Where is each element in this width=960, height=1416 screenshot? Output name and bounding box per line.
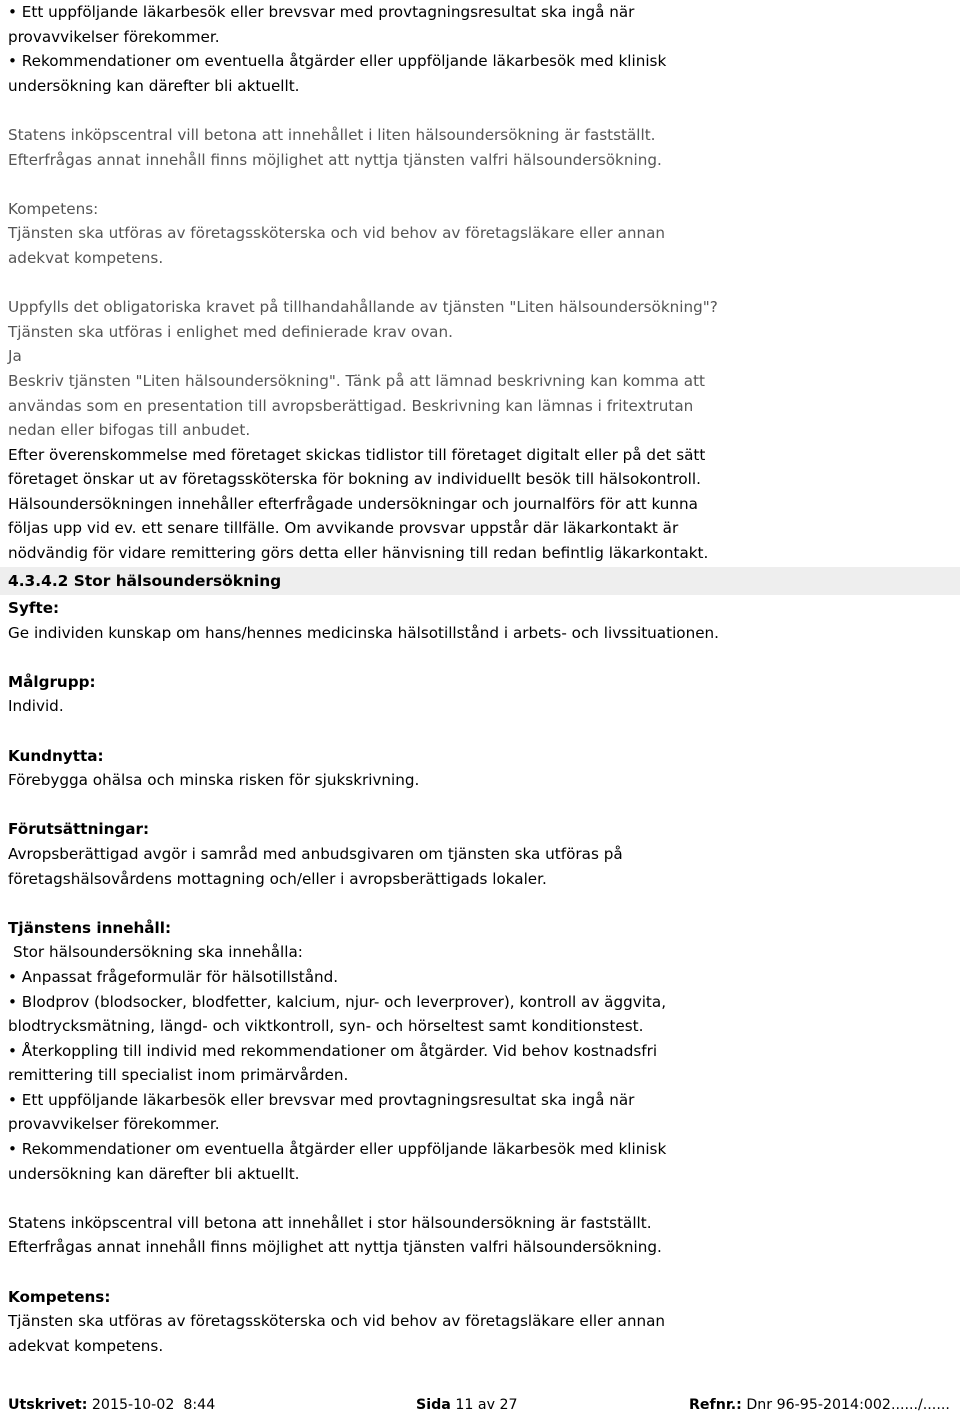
text-line: Ja: [8, 347, 22, 366]
blank-line: [8, 891, 953, 916]
subheading: Förutsättningar:: [8, 820, 150, 839]
footer-ref-value: Dnr 96-95-2014:002....../......: [746, 1397, 950, 1413]
upper-text-block: [8, 0, 953, 566]
footer-printed-label: Utskrivet:: [8, 1397, 88, 1413]
blank-line: [8, 1260, 953, 1285]
bullet-item: • Ett uppföljande läkarbesök eller brevsvar med provtagningsresultat ska ingå när: [8, 0, 953, 25]
bullet-item: • Återkoppling till individ med rekommendationer om åtgärder. Vid behov kostnadsfri: [8, 1039, 953, 1064]
subheading: Kundnytta:: [8, 746, 104, 765]
text-line: remittering till specialist inom primärvården.: [8, 1066, 349, 1085]
footer-page-value: 11 av 27: [455, 1397, 518, 1413]
blank-line: [8, 1186, 953, 1211]
subheading: Kompetens:: [8, 1287, 111, 1306]
text-line: Individ.: [8, 697, 64, 716]
bullet-item: • Rekommendationer om eventuella åtgärder eller uppföljande läkarbesök med klinisk: [8, 1137, 953, 1162]
text-line: Beskriv tjänsten "Liten hälsoundersökning". Tänk på att lämnad beskrivning kan komma att: [8, 371, 705, 390]
blank-line: [8, 793, 953, 818]
text-line: användas som en presentation till avropsberättigad. Beskrivning kan lämnas i fritextrutan: [8, 396, 694, 415]
bullet-item: • Rekommendationer om eventuella åtgärder eller uppföljande läkarbesök med klinisk: [8, 49, 953, 74]
text-line: Hälsoundersökningen innehåller efterfrågade undersökningar och journalförs för att kunna: [8, 494, 698, 513]
text-line: Tjänsten ska utföras i enlighet med definierade krav ovan.: [8, 322, 453, 341]
stor-halsoundersokning-body: [8, 596, 953, 1358]
text-line: Förebygga ohälsa och minska risken för sjukskrivning.: [8, 771, 420, 790]
text-line: Efterfrågas annat innehåll finns möjlighet att nyttja tjänsten valfri hälsoundersökning.: [8, 150, 662, 169]
text-line: Statens inköpscentral vill betona att innehållet i liten hälsoundersökning är fastställt.: [8, 125, 656, 144]
subheading: Målgrupp:: [8, 672, 96, 691]
text-line: Avropsberättigad avgör i samråd med anbudsgivaren om tjänsten ska utföras på: [8, 844, 623, 863]
text-line: undersökning kan därefter bli aktuellt.: [8, 1164, 300, 1183]
footer-ref: [689, 1394, 950, 1416]
subheading: Syfte:: [8, 599, 60, 617]
text-line: undersökning kan därefter bli aktuellt.: [8, 76, 300, 95]
text-line: Ge individen kunskap om hans/hennes medicinska hälsotillstånd i arbets- och livssituationen.: [8, 623, 720, 642]
text-line: adekvat kompetens.: [8, 1336, 164, 1355]
text-line: Stor hälsoundersökning ska innehålla:: [13, 943, 303, 962]
text-line: företaget önskar ut av företagssköterska för bokning av individuellt besök till hälsokontroll.: [8, 470, 701, 489]
blank-line: [8, 98, 953, 123]
text-line: Efterfrågas annat innehåll finns möjlighet att nyttja tjänsten valfri hälsoundersökning.: [8, 1238, 662, 1257]
text-line: provavvikelser förekommer.: [8, 1115, 220, 1134]
section-title: 4.3.4.2 Stor hälsoundersökning: [8, 572, 282, 590]
text-line: adekvat kompetens.: [8, 248, 164, 267]
bullet-item: • Ett uppföljande läkarbesök eller brevsvar med provtagningsresultat ska ingå när: [8, 1088, 953, 1113]
text-line: följas upp vid ev. ett senare tillfälle. Om avvikande provsvar uppstår där läkarkontakt är: [8, 519, 679, 538]
blank-line: [8, 172, 953, 197]
blank-line: [8, 271, 953, 296]
bullet-item: • Blodprov (blodsocker, blodfetter, kalcium, njur- och leverprover), kontroll av äggvita,: [8, 990, 953, 1015]
bullet-item: • Anpassat frågeformulär för hälsotillstånd.: [8, 965, 953, 990]
footer-page: [416, 1394, 518, 1416]
footer-ref-label: Refnr.:: [689, 1397, 742, 1413]
text-line: provavvikelser förekommer.: [8, 27, 220, 46]
text-line: Tjänsten ska utföras av företagssköterska och vid behov av företagsläkare eller annan: [8, 224, 666, 243]
footer-printed: [8, 1394, 215, 1416]
footer-printed-value: 2015-10-02 8:44: [91, 1397, 216, 1413]
text-line: nödvändig för vidare remittering görs detta eller hänvisning till redan befintlig läkarkontakt.: [8, 544, 709, 563]
text-line: Tjänsten ska utföras av företagssköterska och vid behov av företagsläkare eller annan: [8, 1312, 666, 1331]
text-line: nedan eller bifogas till anbudet.: [8, 421, 251, 440]
text-line: Statens inköpscentral vill betona att innehållet i stor hälsoundersökning är fastställt.: [8, 1213, 652, 1232]
text-line: Efter överenskommelse med företaget skickas tidlistor till företaget digitalt eller på det sätt: [8, 445, 706, 464]
text-line: Kompetens:: [8, 199, 99, 218]
footer-page-label: Sida: [416, 1397, 451, 1413]
blank-line: [8, 719, 953, 744]
text-line: Uppfylls det obligatoriska kravet på tillhandahållande av tjänsten "Liten hälsoundersökning"?: [8, 298, 718, 317]
page-footer: [0, 1394, 960, 1416]
text-line: blodtrycksmätning, längd- och viktkontroll, syn- och hörseltest samt konditionstest.: [8, 1017, 644, 1036]
subheading: Tjänstens innehåll:: [8, 918, 172, 937]
text-line: företagshälsovårdens mottagning och/eller i avropsberättigads lokaler.: [8, 869, 547, 888]
blank-line: [8, 645, 953, 670]
